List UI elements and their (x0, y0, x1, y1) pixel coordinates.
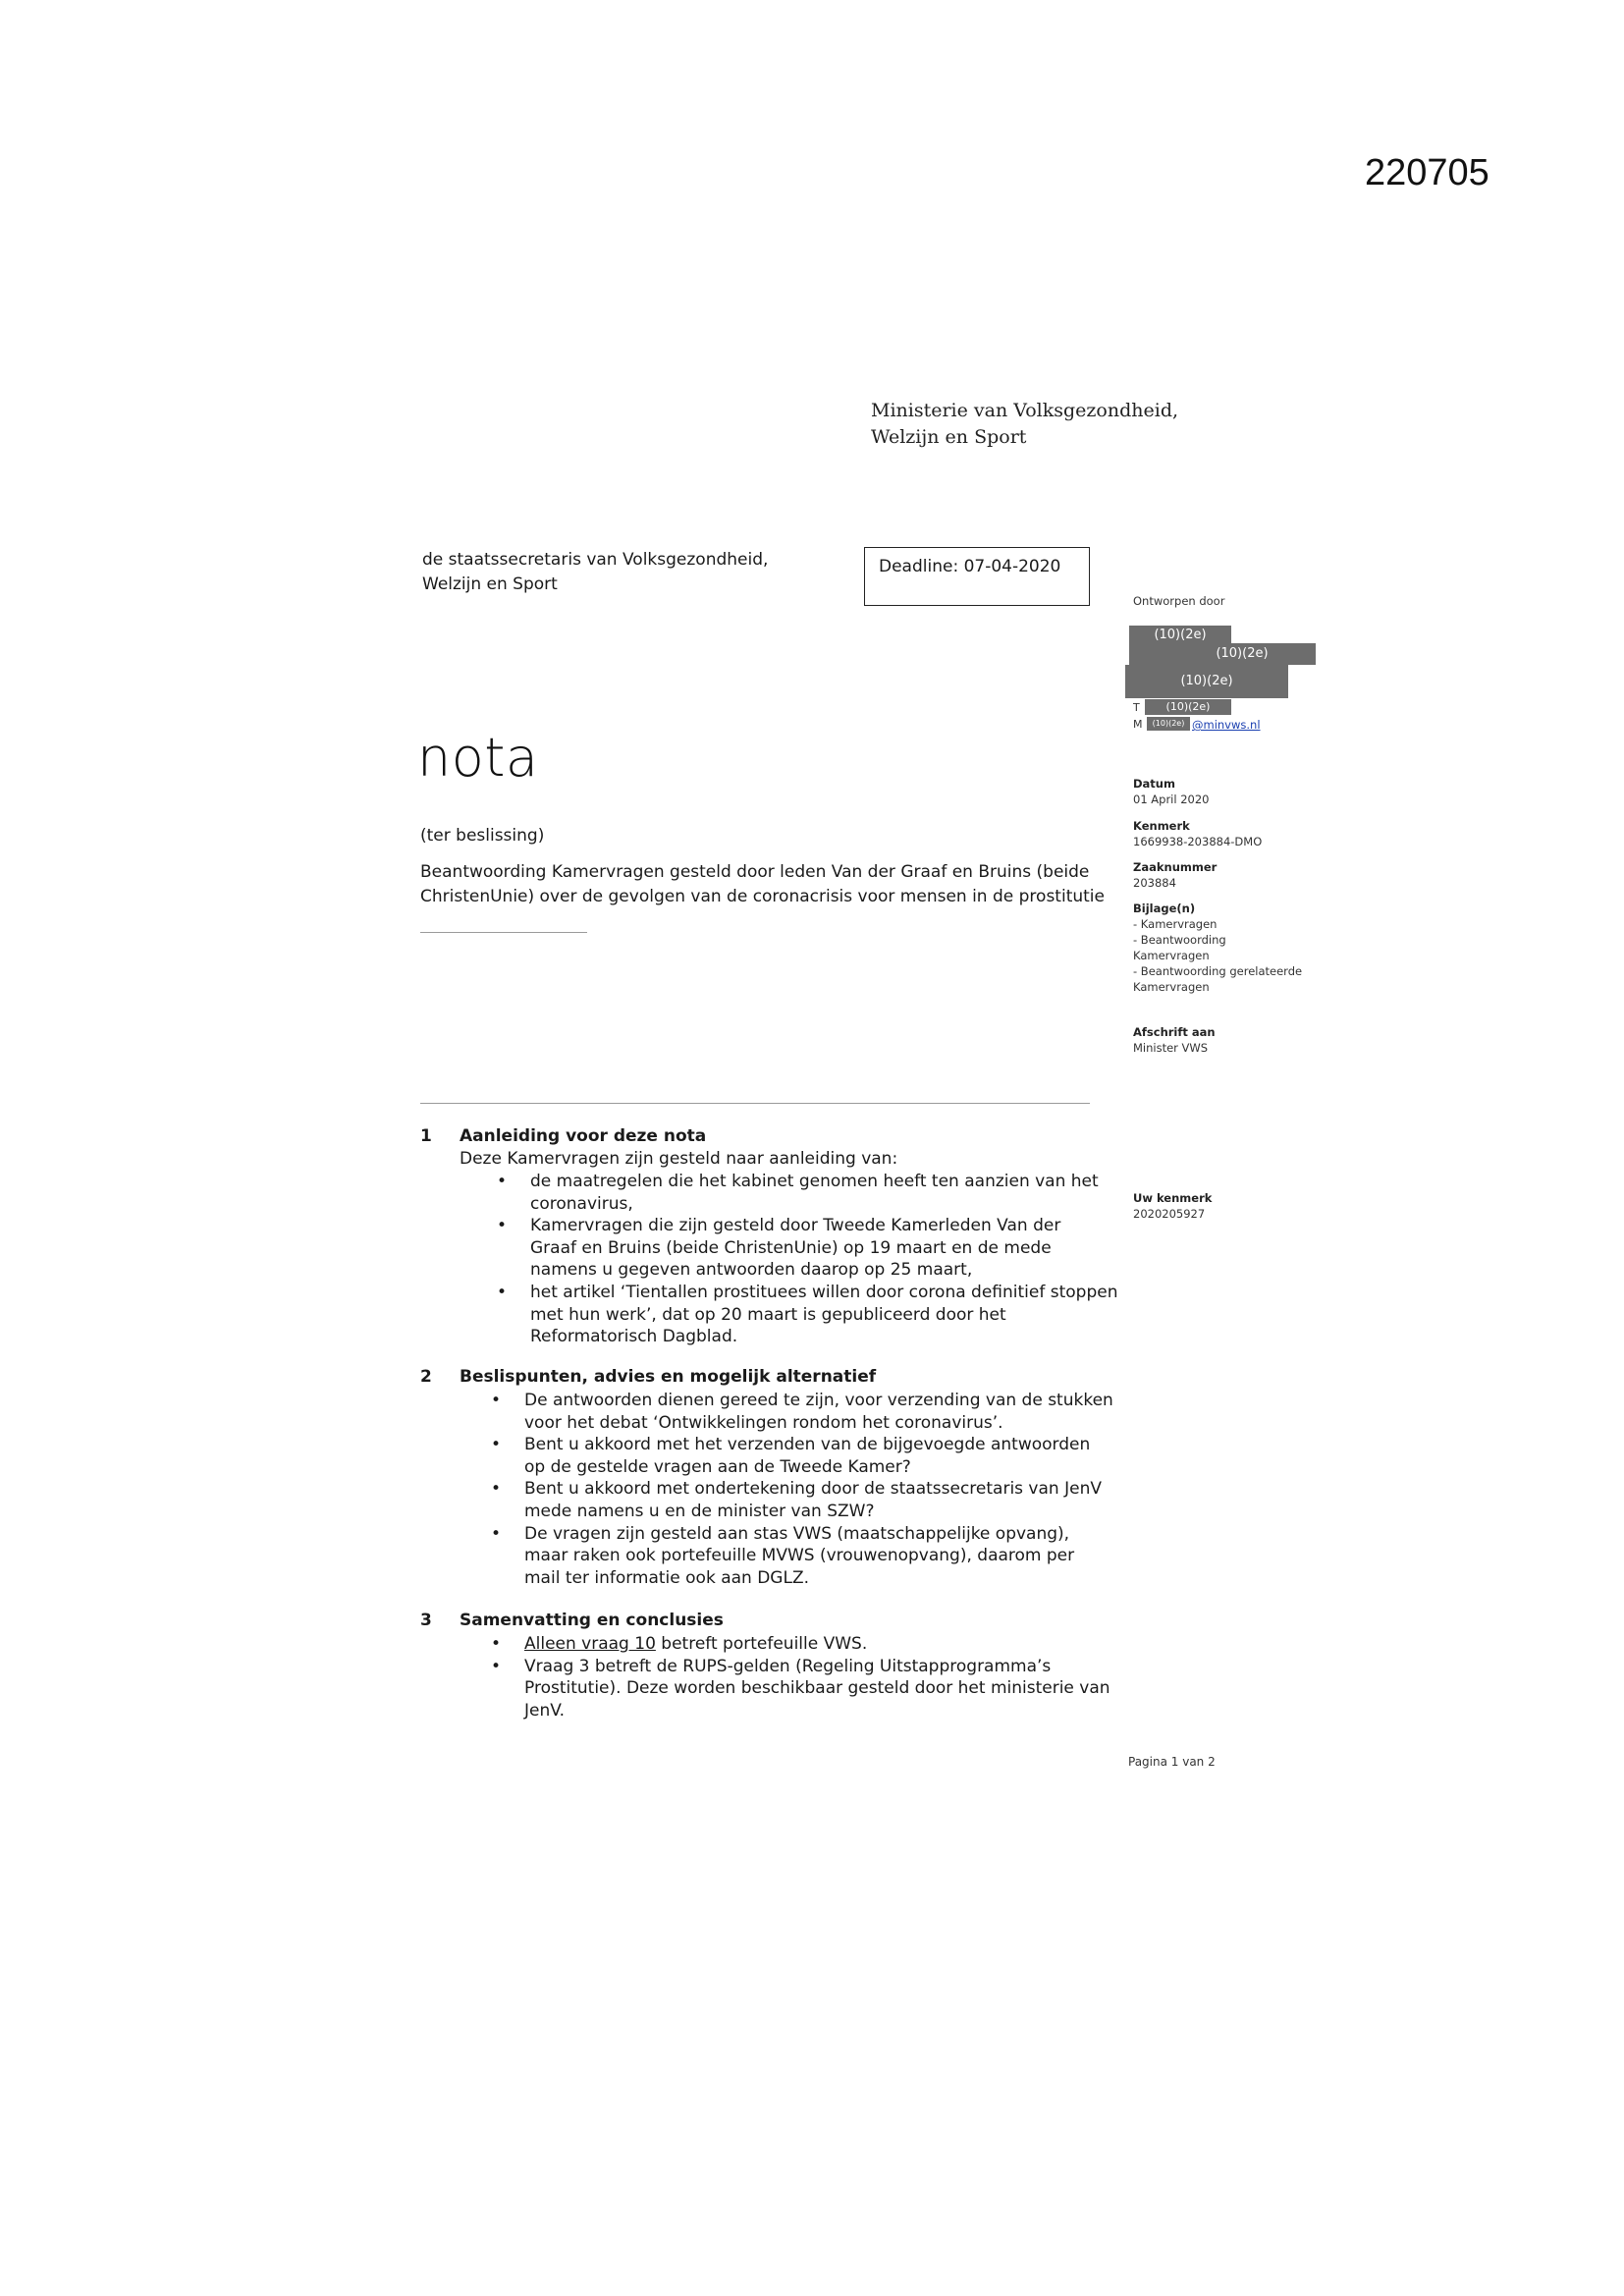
addressee-line-1: de staatssecretaris van Volksgezondheid, (422, 550, 769, 570)
case-value: 203884 (1133, 876, 1176, 890)
section-number: 2 (420, 1367, 432, 1387)
decision-label: (ter beslissing) (420, 826, 545, 846)
list-item: • De antwoorden dienen gereed te zijn, voor verzending van de stukken voor het debat ‘Ontwikkelingen rondom het coronavirus’. (524, 1390, 1113, 1434)
section-3-bullets (524, 1633, 1110, 1722)
copy-block (1133, 1024, 1216, 1056)
section-title: Samenvatting en conclusies (460, 1611, 724, 1630)
ministry-name (871, 398, 1178, 451)
list-item: • Vraag 3 betreft de RUPS-gelden (Regeling Uitstapprogramma’s Prostitutie). Deze worden beschikbaar gesteld door het ministerie van JenV. (524, 1656, 1110, 1722)
document-type: nota (417, 727, 539, 789)
section-number: 3 (420, 1611, 432, 1630)
attachment-line: - Beantwoording (1133, 933, 1226, 947)
date-value: 01 April 2020 (1133, 793, 1210, 806)
list-item: • het artikel ‘Tientallen prostituees willen door corona definitief stoppen met hun werk’, dat op 20 maart is gepubliceerd door het Reformatorisch Dagblad. (530, 1282, 1117, 1348)
date-block (1133, 776, 1210, 807)
subject: Beantwoording Kamervragen gesteld door leden Van der Graaf en Bruins (beide ChristenUnie) over de gevolgen van de coronacrisis voor mensen in de prostitutie (420, 862, 1105, 906)
section-1-bullets (530, 1171, 1117, 1348)
case-label: Zaaknummer (1133, 860, 1218, 874)
list-item: • de maatregelen die het kabinet genomen heeft ten aanzien van het coronavirus, (530, 1171, 1117, 1215)
list-item: • Alleen vraag 10 betreft portefeuille VWS. (524, 1633, 1110, 1656)
section-divider (420, 1103, 1090, 1104)
mobile-prefix: M (1133, 718, 1143, 731)
reference-value: 1669938-203884-DMO (1133, 835, 1263, 848)
redaction-block: (10)(2e) (1147, 717, 1190, 731)
attachment-line: - Kamervragen (1133, 917, 1218, 931)
ministry-line-2: Welzijn en Sport (871, 426, 1027, 448)
copy-value: Minister VWS (1133, 1041, 1209, 1055)
addressee (422, 548, 768, 597)
designed-by-label: Ontworpen door (1133, 594, 1225, 608)
list-item: • Bent u akkoord met ondertekening door de staatssecretaris van JenV mede namens u en de minister van SZW? (524, 1478, 1113, 1522)
attachment-line: - Beantwoording gerelateerde (1133, 964, 1303, 978)
redaction-block: (10)(2e) (1145, 699, 1231, 715)
case-block (1133, 859, 1217, 891)
document-number: 220705 (1365, 152, 1489, 193)
ministry-line-1: Ministerie van Volksgezondheid, (871, 400, 1179, 421)
section-title: Aanleiding voor deze nota (460, 1126, 707, 1146)
list-item: • Kamervragen die zijn gesteld door Tweede Kamerleden Van der Graaf en Bruins (beide ChristenUnie) op 19 maart en de mede namens u gegeven antwoorden daarop op 25 maart, (530, 1215, 1117, 1282)
redaction-block: (10)(2e) (1125, 665, 1288, 698)
reference-block (1133, 818, 1262, 849)
copy-label: Afschrift aan (1133, 1025, 1216, 1039)
addressee-line-2: Welzijn en Sport (422, 574, 558, 594)
underlined-reference: Alleen vraag 10 (524, 1634, 656, 1654)
page-number: Pagina 1 van 2 (1128, 1755, 1216, 1769)
section-intro: Deze Kamervragen zijn gesteld naar aanleiding van: (460, 1149, 898, 1169)
your-reference-value: 2020205927 (1133, 1207, 1206, 1221)
date-label: Datum (1133, 777, 1175, 791)
redaction-block: (10)(2e) (1129, 626, 1231, 645)
section-title: Beslispunten, advies en mogelijk alternatief (460, 1367, 877, 1387)
attachment-line: Kamervragen (1133, 949, 1210, 962)
your-reference-block (1133, 1190, 1212, 1222)
redaction-block: (10)(2e) (1129, 643, 1316, 665)
deadline-box: Deadline: 07-04-2020 (864, 547, 1090, 606)
your-reference-label: Uw kenmerk (1133, 1191, 1213, 1205)
list-item: • Bent u akkoord met het verzenden van de bijgevoegde antwoorden op de gestelde vragen aan de Tweede Kamer? (524, 1434, 1113, 1478)
reference-label: Kenmerk (1133, 819, 1190, 833)
list-item: • De vragen zijn gesteld aan stas VWS (maatschappelijke opvang), maar raken ook portefeuille MVWS (vrouwenopvang), daarom per mail ter informatie ook aan DGLZ. (524, 1523, 1113, 1590)
section-number: 1 (420, 1126, 432, 1146)
email-link[interactable]: @minvws.nl (1192, 718, 1261, 732)
section-2-bullets (524, 1390, 1113, 1589)
short-divider (420, 932, 587, 933)
attachments-block (1133, 901, 1302, 995)
attachment-line: Kamervragen (1133, 980, 1210, 994)
phone-prefix: T (1133, 701, 1140, 714)
attachments-label: Bijlage(n) (1133, 902, 1196, 915)
